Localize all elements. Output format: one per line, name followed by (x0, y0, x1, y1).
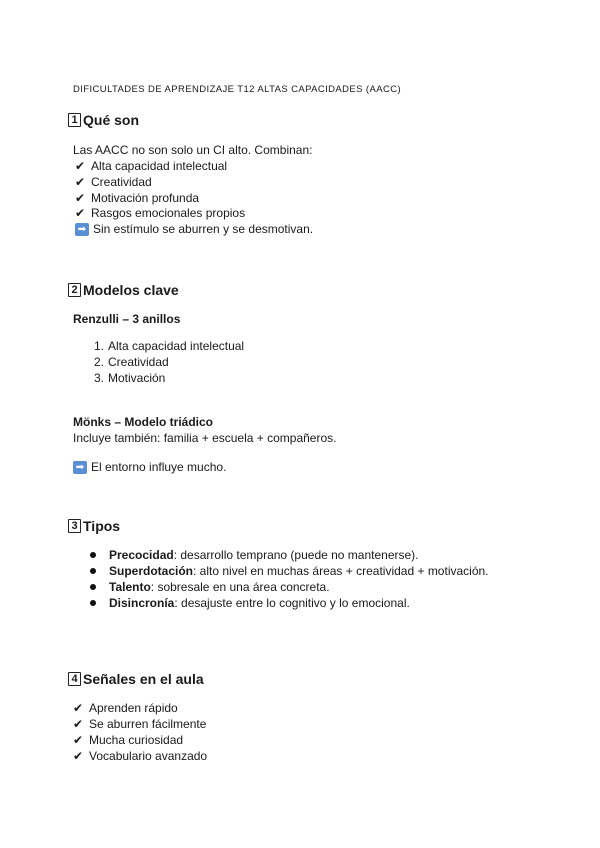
arrow-note-text: Sin estímulo se aburren y se desmotivan. (93, 222, 314, 236)
renzulli-title: Renzulli – 3 anillos (73, 312, 181, 326)
check-item (75, 206, 245, 220)
monks-text: Incluye también: familia + escuela + compañeros. (73, 431, 337, 445)
monks-title: Mönks – Modelo triádico (73, 415, 214, 429)
numbered-item (86, 339, 244, 353)
list-number: 3. (93, 371, 104, 385)
type-desc: : alto nivel en muchas áreas + creatividad + motivación. (193, 564, 489, 578)
keycap-number-3-icon: 3 (68, 519, 81, 533)
section-2-heading (68, 282, 179, 298)
section-4-title: Señales en el aula (83, 671, 204, 687)
numbered-item (86, 355, 169, 369)
check-item-label: Mucha curiosidad (89, 733, 184, 747)
check-item (73, 749, 207, 763)
type-item (90, 580, 330, 594)
list-number: 1. (93, 339, 104, 353)
type-item (90, 596, 410, 610)
check-item (73, 733, 183, 747)
bullet-icon (90, 600, 96, 606)
keycap-number-4-icon: 4 (68, 672, 81, 686)
section-1-heading (68, 112, 139, 128)
numbered-item-label: Alta capacidad intelectual (108, 339, 245, 353)
section-3-heading (68, 518, 120, 534)
check-icon: ✔ (75, 159, 86, 173)
check-icon: ✔ (75, 175, 86, 189)
keycap-number-1-icon: 1 (68, 113, 81, 127)
check-item (75, 159, 227, 173)
section-2-title: Modelos clave (83, 282, 179, 298)
type-term: Disincronía (109, 596, 175, 610)
arrow-note-text: El entorno influye mucho. (91, 460, 227, 474)
section-1-intro: Las AACC no son solo un CI alto. Combinan: (73, 143, 313, 157)
check-item (73, 717, 206, 731)
bullet-icon (90, 552, 96, 558)
numbered-item-label: Creatividad (108, 355, 169, 369)
check-item (73, 701, 178, 715)
check-icon: ✔ (75, 191, 86, 205)
check-item-label: Motivación profunda (91, 191, 200, 205)
check-item-label: Creatividad (91, 175, 152, 189)
type-item (90, 564, 489, 578)
check-item (75, 175, 152, 189)
check-icon: ✔ (75, 206, 86, 220)
section-1-title: Qué son (83, 112, 140, 128)
numbered-item (86, 371, 165, 385)
check-item-label: Alta capacidad intelectual (91, 159, 228, 173)
check-icon: ✔ (73, 733, 84, 747)
type-term: Precocidad (109, 548, 174, 562)
keycap-number-2-icon: 2 (68, 283, 81, 297)
list-number: 2. (93, 355, 104, 369)
type-desc: : sobresale en una área concreta. (150, 580, 330, 594)
check-item-label: Se aburren fácilmente (89, 717, 207, 731)
arrow-note (75, 222, 313, 236)
type-term: Talento (109, 580, 151, 594)
check-icon: ✔ (73, 749, 84, 763)
check-item-label: Rasgos emocionales propios (91, 206, 246, 220)
numbered-item-label: Motivación (108, 371, 166, 385)
check-item-label: Aprenden rápido (89, 701, 178, 715)
right-arrow-icon: ➡ (75, 223, 89, 236)
check-item (75, 191, 199, 205)
type-term: Superdotación (109, 564, 194, 578)
document-title: DIFICULTADES DE APRENDIZAJE T12 ALTAS CAPACIDADES (AACC) (73, 84, 402, 95)
arrow-note (73, 460, 226, 474)
bullet-icon (90, 584, 96, 590)
right-arrow-icon: ➡ (73, 461, 87, 474)
type-desc: : desajuste entre lo cognitivo y lo emocional. (174, 596, 410, 610)
check-item-label: Vocabulario avanzado (89, 749, 208, 763)
section-4-heading (68, 671, 204, 687)
type-item (90, 548, 419, 562)
type-desc: : desarrollo temprano (puede no mantenerse). (173, 548, 419, 562)
check-icon: ✔ (73, 701, 84, 715)
check-icon: ✔ (73, 717, 84, 731)
section-3-title: Tipos (83, 518, 121, 534)
bullet-icon (90, 568, 96, 574)
